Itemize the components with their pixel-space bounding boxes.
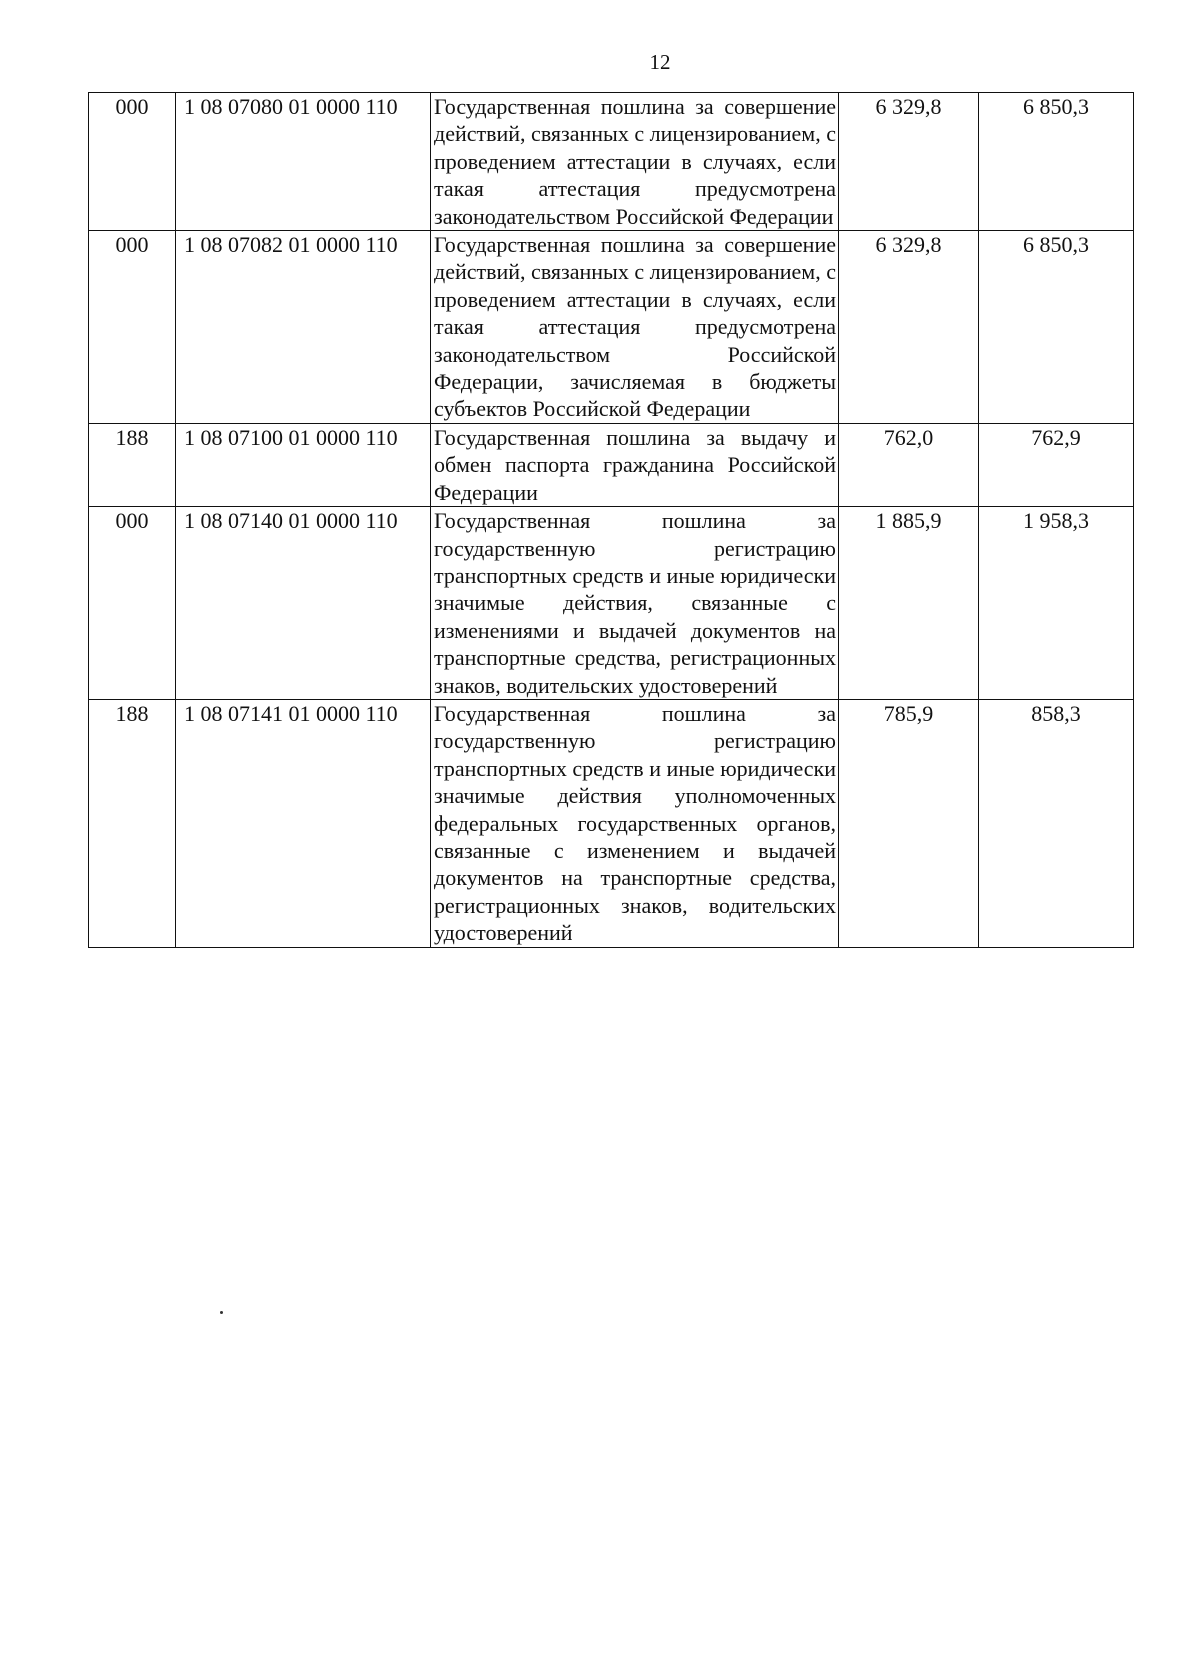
table-row [89,507,1134,700]
kbk-code-cell: 1 08 07141 01 0000 110 [176,699,431,947]
revenue-name-cell: Государственная пошлина за совершение действий, связанных с лицензированием, с проведением аттестации в случаях, если такая аттестация предусмотрена законодательством Российской Федерации [431,93,839,231]
value-2-cell: 1 958,3 [979,507,1134,700]
admin-code-cell: 000 [89,507,176,700]
revenue-name-cell: Государственная пошлина за выдачу и обмен паспорта гражданина Российской Федерации [431,423,839,506]
value-1-cell: 785,9 [839,699,979,947]
value-2-cell: 6 850,3 [979,93,1134,231]
revenue-name-cell: Государственная пошлина за государственную регистрацию транспортных средств и иные юридически значимые действия, связанные с изменениями и выдачей документов на транспортные средства, регистрационных знаков, водительских удостоверений [431,507,839,700]
value-1-cell: 6 329,8 [839,231,979,424]
value-2-cell: 762,9 [979,423,1134,506]
table-row [89,699,1134,947]
value-1-cell: 6 329,8 [839,93,979,231]
kbk-code-cell: 1 08 07100 01 0000 110 [176,423,431,506]
value-2-cell: 858,3 [979,699,1134,947]
value-2-cell: 6 850,3 [979,231,1134,424]
kbk-code-cell: 1 08 07140 01 0000 110 [176,507,431,700]
table-row [89,423,1134,506]
revenue-name-cell: Государственная пошлина за государственную регистрацию транспортных средств и иные юридически значимые действия уполномоченных федеральных государственных органов, связанные с изменением и выдачей документов на транспортные средства, регистрационных знаков, водительских удостоверений [431,699,839,947]
scan-speck [220,1311,223,1314]
admin-code-cell: 000 [89,231,176,424]
kbk-code-cell: 1 08 07080 01 0000 110 [176,93,431,231]
table-row [89,93,1134,231]
value-1-cell: 1 885,9 [839,507,979,700]
admin-code-cell: 188 [89,699,176,947]
revenue-table [88,92,1134,948]
admin-code-cell: 188 [89,423,176,506]
table-row [89,231,1134,424]
revenue-name-cell: Государственная пошлина за совершение действий, связанных с лицензированием, с проведением аттестации в случаях, если такая аттестация предусмотрена законодательством Российской Федерации, зачисляемая в бюджеты субъектов Российской Федерации [431,231,839,424]
admin-code-cell: 000 [89,93,176,231]
value-1-cell: 762,0 [839,423,979,506]
kbk-code-cell: 1 08 07082 01 0000 110 [176,231,431,424]
page-number: 12 [649,50,671,74]
